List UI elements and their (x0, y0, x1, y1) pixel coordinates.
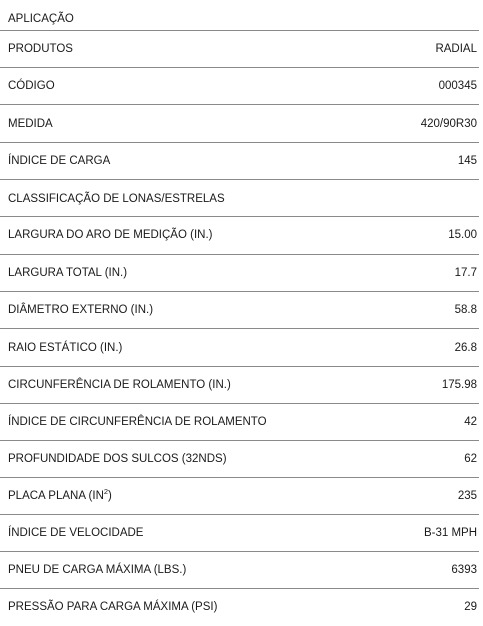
spec-label: LARGURA DO ARO DE MEDIÇÃO (IN.) (8, 228, 213, 241)
spec-value: 6393 (451, 563, 477, 576)
spec-row-indice-de-carga (0, 142, 479, 179)
spec-label (8, 486, 112, 502)
spec-value: 58.8 (454, 303, 477, 316)
spec-value: 62 (464, 452, 477, 465)
spec-row-raio-estatico (0, 329, 479, 366)
spec-row-produtos (0, 30, 479, 67)
spec-label: DIÂMETRO EXTERNO (IN.) (8, 303, 154, 316)
spec-label: LARGURA TOTAL (IN.) (8, 266, 128, 279)
spec-label: ÍNDICE DE CARGA (8, 154, 111, 167)
spec-label: APLICAÇÃO (8, 12, 74, 25)
spec-row-largura-aro (0, 216, 479, 253)
spec-row-diametro-externo (0, 291, 479, 328)
spec-value: 29 (464, 600, 477, 613)
spec-label: RAIO ESTÁTICO (IN.) (8, 341, 123, 354)
spec-row-codigo (0, 67, 479, 104)
spec-label: PROFUNDIDADE DOS SULCOS (32NDS) (8, 452, 227, 465)
spec-label-suffix: ) (108, 489, 112, 502)
spec-label: CÓDIGO (8, 79, 55, 92)
spec-label: PNEU DE CARGA MÁXIMA (LBS.) (8, 563, 187, 576)
spec-row-profundidade-sulcos (0, 440, 479, 477)
spec-value: 000345 (438, 79, 477, 92)
spec-row-medida (0, 105, 479, 142)
spec-label: ÍNDICE DE VELOCIDADE (8, 526, 144, 539)
spec-value: B-31 MPH (423, 526, 477, 539)
spec-label: CIRCUNFERÊNCIA DE ROLAMENTO (IN.) (8, 378, 231, 391)
spec-value: 235 (457, 489, 477, 502)
spec-row-classificacao-lonas (0, 180, 479, 217)
spec-label-prefix: PLACA PLANA (IN (8, 489, 104, 502)
spec-value: 17.7 (454, 266, 477, 279)
spec-row-circunferencia-rolamento (0, 366, 479, 403)
spec-value: 42 (464, 415, 477, 428)
spec-label: CLASSIFICAÇÃO DE LONAS/ESTRELAS (8, 192, 225, 205)
spec-value: 15.00 (448, 228, 477, 241)
spec-label-superscript: 2 (103, 486, 109, 496)
spec-value: 145 (457, 154, 477, 167)
spec-value: 175.98 (441, 378, 477, 391)
spec-label: PRESSÃO PARA CARGA MÁXIMA (PSI) (8, 600, 218, 613)
spec-row-indice-circunferencia (0, 403, 479, 440)
spec-value: RADIAL (435, 42, 477, 55)
spec-label: PRODUTOS (8, 42, 73, 55)
spec-row-indice-velocidade (0, 514, 479, 551)
spec-label: ÍNDICE DE CIRCUNFERÊNCIA DE ROLAMENTO (8, 415, 267, 428)
spec-row-pressao-carga-maxima (0, 588, 479, 625)
spec-row-placa-plana (0, 477, 479, 514)
spec-value: 420/90R30 (420, 117, 477, 130)
spec-value: 26.8 (454, 341, 477, 354)
spec-row-largura-total (0, 254, 479, 291)
spec-label: MEDIDA (8, 117, 53, 130)
spec-row-pneu-carga-maxima (0, 551, 479, 588)
